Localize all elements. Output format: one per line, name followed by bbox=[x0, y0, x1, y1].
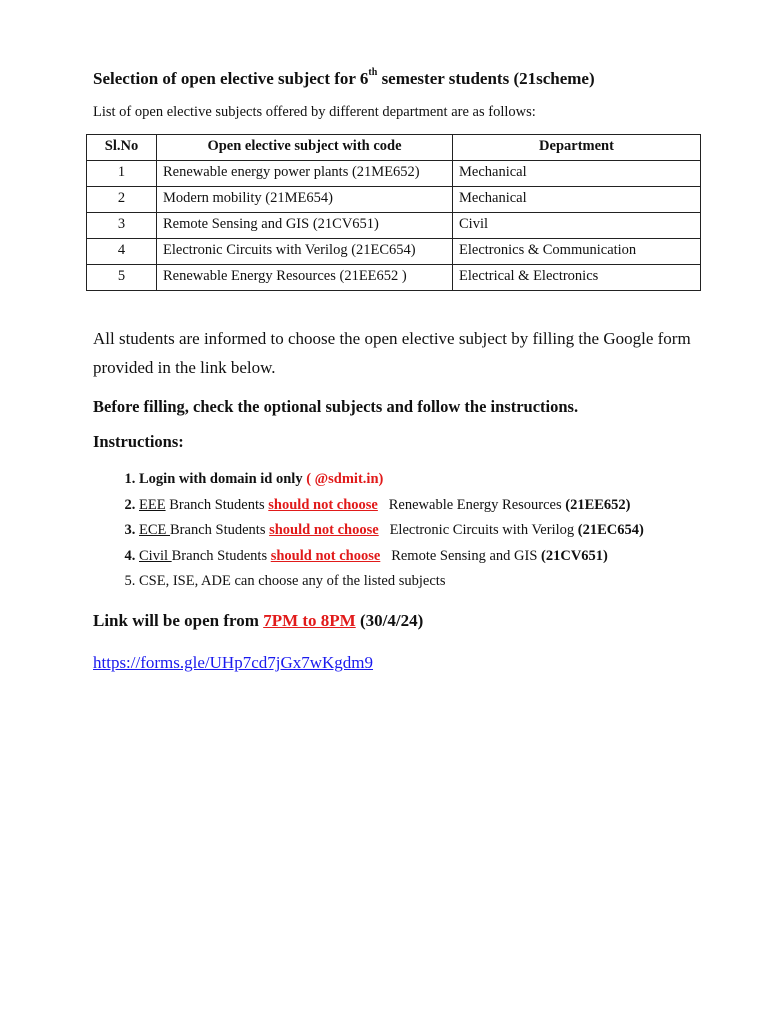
page-title: Selection of open elective subject for 6th semester students (21scheme) bbox=[93, 67, 595, 88]
instruction-item: 1. Login with domain id only ( @sdmit.in) bbox=[139, 467, 759, 493]
header-slno: Sl.No bbox=[87, 135, 157, 161]
instruction-item: 5. CSE, ISE, ADE can choose any of the listed subjects bbox=[139, 569, 759, 595]
cell-slno: 4 bbox=[87, 239, 157, 265]
cell-subject: Modern mobility (21ME654) bbox=[157, 187, 453, 213]
info-paragraph: All students are informed to choose the open elective subject by filling the Google form provided in the link below. bbox=[93, 329, 691, 377]
cell-subject: Remote Sensing and GIS (21CV651) bbox=[157, 213, 453, 239]
table-row bbox=[87, 265, 701, 291]
header-department: Department bbox=[453, 135, 701, 161]
instructions-heading: Instructions: bbox=[93, 432, 184, 451]
branch-name: Civil bbox=[139, 547, 172, 564]
warning-text: should not choose bbox=[270, 547, 381, 564]
title-superscript: th bbox=[368, 67, 378, 79]
domain-text: ( @sdmit.in) bbox=[306, 471, 384, 487]
cell-slno: 2 bbox=[87, 187, 157, 213]
instruction-item: 2. EEE Branch Students should not choose Renewable Energy Resources (21EE652) bbox=[139, 493, 759, 519]
cell-slno: 1 bbox=[87, 161, 157, 187]
instruction-item: 3. ECE Branch Students should not choose Electronic Circuits with Verilog (21EC654) bbox=[139, 518, 759, 544]
cell-department: Mechanical bbox=[453, 161, 701, 187]
cell-subject: Renewable Energy Resources (21EE652 ) bbox=[157, 265, 453, 291]
cell-subject: Electronic Circuits with Verilog (21EC654) bbox=[157, 239, 453, 265]
instructions-list bbox=[93, 467, 759, 595]
warning-text: should not choose bbox=[268, 496, 378, 513]
subjects-table bbox=[86, 134, 701, 291]
intro-text: List of open elective subjects offered by different department are as follows: bbox=[93, 104, 536, 120]
cell-slno: 5 bbox=[87, 265, 157, 291]
table-row bbox=[87, 187, 701, 213]
table-row bbox=[87, 239, 701, 265]
table-row bbox=[87, 213, 701, 239]
link-open-time: Link will be open from 7PM to 8PM (30/4/24) bbox=[93, 611, 424, 630]
branch-name: ECE bbox=[139, 522, 171, 538]
cell-subject: Renewable energy power plants (21ME652) bbox=[157, 161, 453, 187]
google-form-link[interactable]: https://forms.gle/UHp7cd7jGx7wKgdm9 bbox=[93, 653, 374, 672]
cell-slno: 3 bbox=[87, 213, 157, 239]
cell-department: Electrical & Electronics bbox=[453, 265, 701, 291]
branch-name: EEE bbox=[139, 496, 166, 513]
cell-department: Mechanical bbox=[453, 187, 701, 213]
table-header-row bbox=[87, 135, 701, 161]
cell-department: Electronics & Communication bbox=[453, 239, 701, 265]
cell-department: Civil bbox=[453, 213, 701, 239]
check-instruction-line: Before filling, check the optional subjects and follow the instructions. bbox=[93, 397, 579, 416]
warning-text: should not choose bbox=[269, 522, 379, 538]
instruction-item: 4. Civil Branch Students should not choose Remote Sensing and GIS (21CV651) bbox=[139, 544, 759, 570]
time-range: 7PM to 8PM bbox=[263, 611, 356, 630]
header-subject: Open elective subject with code bbox=[157, 135, 453, 161]
table-row bbox=[87, 161, 701, 187]
